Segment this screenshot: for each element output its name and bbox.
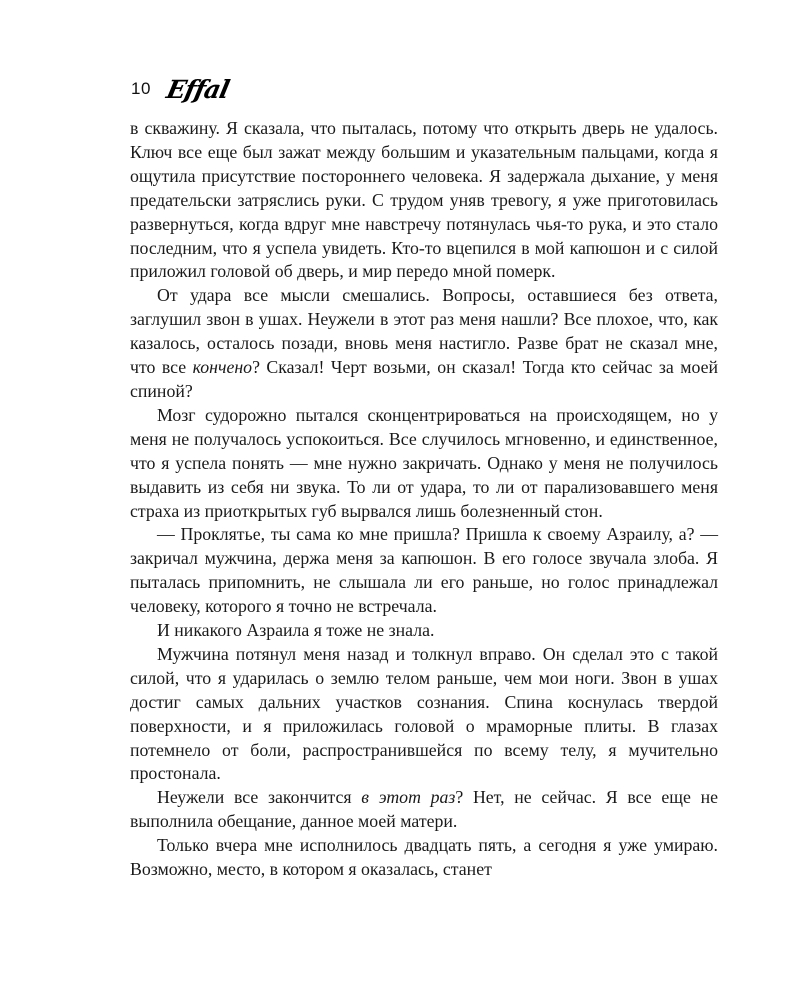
running-head: [131, 72, 232, 106]
paragraph-2-emphasis: кончено: [192, 357, 253, 378]
paragraph-7-text-b: ? Нет, не сейчас. Я все еще не выполнила обещание, данное моей матери.: [130, 787, 718, 832]
paragraph-3: Мозг судорожно пытался сконцентрироваться на происходящем, но у меня не получалось успокоиться. Все случилось мгновенно, и единственное, что я успела понять — мне нужно закричать. Однако у меня не получилось выдавить из себя ни звука. То ли от удара, то ли от парализовавшего меня страха из приоткрытых губ вырвался лишь болезненный стон.: [130, 404, 718, 521]
book-logo: Effal: [163, 74, 232, 104]
paragraph-2-text-a: От удара все мысли смешались. Вопросы, оставшиеся без ответа, заглушил звон в ушах. Неужели в этот раз меня нашли? Все плохое, что, как казалось, осталось позади, вновь меня настигло. Разве брат не сказал мне, что все: [130, 285, 718, 378]
paragraph-5: И никакого Азраила я тоже не знала.: [157, 620, 435, 641]
body-text: [130, 117, 718, 882]
paragraph-7: [130, 786, 718, 834]
paragraph-7-text-a: Неужели все закончится: [157, 787, 362, 808]
paragraph-6: Мужчина потянул меня назад и толкнул вправо. Он сделал это с такой силой, что я ударилась о землю телом раньше, чем мои ноги. Звон в ушах достиг самых дальних участков сознания. Спина коснулась твердой поверхности, и я приложилась головой о мраморные плиты. В глазах потемнело от боли, распространившейся по всему телу, я мучительно простонала.: [130, 643, 718, 784]
paragraph-2: [130, 284, 718, 404]
paragraph-4: — Проклятье, ты сама ко мне пришла? Пришла к своему Азраилу, а? — закричал мужчина, держа меня за капюшон. В его голосе звучала злоба. Я пыталась припомнить, не слышала ли его раньше, но голос принадлежал человеку, которого я точно не встречала.: [130, 524, 718, 617]
paragraph-1: в скважину. Я сказала, что пыталась, потому что открыть дверь не удалось. Ключ все еще был зажат между большим и указательным пальцами, когда я ощутила присутствие постороннего человека. Я задержала дыхание, у меня предательски затряслись руки. С трудом уняв тревогу, я уже приготовилась развернуться, когда вдруг мне навстречу потянулась чья-то рука, и это стало последним, что я успела увидеть. Кто-то вцепился в мой капюшон и с силой приложил головой об дверь, и мир передо мной померк.: [130, 118, 718, 282]
paragraph-2-text-b: ? Сказал! Черт возьми, он сказал! Тогда кто сейчас за моей спиной?: [130, 357, 718, 401]
paragraph-7-emphasis: в этот раз: [361, 787, 456, 808]
page-number: 10: [131, 79, 151, 98]
paragraph-8: Только вчера мне исполнилось двадцать пять, а сегодня я уже умираю. Возможно, место, в котором я оказалась, станет: [130, 835, 718, 880]
